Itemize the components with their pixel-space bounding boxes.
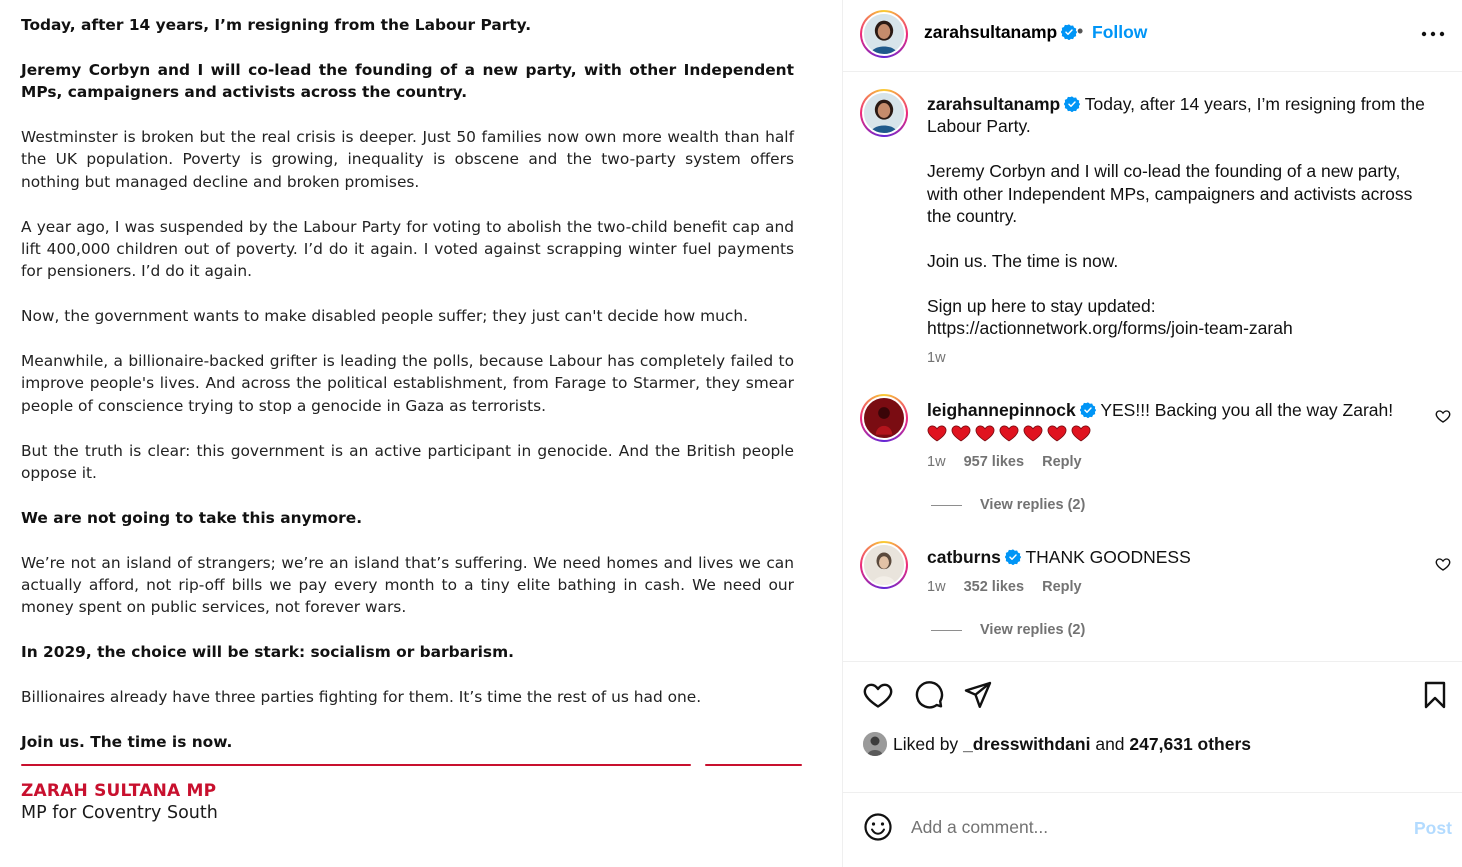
red-heart-icon: [975, 423, 995, 443]
view-replies-button[interactable]: [931, 622, 1085, 638]
verified-badge-icon: [1061, 24, 1077, 40]
comment-like-icon[interactable]: [1435, 408, 1451, 424]
comment-input[interactable]: [911, 812, 1381, 842]
comment-text: YES!!! Backing you all the way Zarah!: [1100, 400, 1394, 420]
statement-paragraph: A year ago, I was suspended by the Labour Party for voting to abolish the two-child benefit cap and lift 400,000 children out of poverty. I’d do it again. I voted against scrapping winter fuel payments for pensioners. I’d do it again.: [21, 217, 794, 281]
comment-icon[interactable]: [914, 680, 944, 710]
view-replies-button[interactable]: [931, 497, 1085, 513]
heart-icon[interactable]: [863, 680, 893, 710]
red-heart-icon: [1047, 423, 1067, 443]
liked-by-user[interactable]: _dresswithdani: [963, 734, 1091, 754]
emoji-icon[interactable]: [863, 812, 893, 842]
liked-by-others[interactable]: 247,631 others: [1129, 734, 1252, 754]
comment-like-icon[interactable]: [1435, 556, 1451, 572]
comment-body: [927, 398, 1417, 446]
reply-button[interactable]: Reply: [1042, 579, 1082, 595]
profile-photo-icon: [864, 398, 904, 438]
reply-button[interactable]: Reply: [1042, 454, 1082, 470]
liked-by-avatar[interactable]: [863, 732, 887, 756]
comment-likes[interactable]: 957 likes: [963, 454, 1025, 470]
statement-heading: We are not going to take this anymore.: [21, 508, 363, 527]
statement-heading: Today, after 14 years, I’m resigning from the Labour Party.: [21, 16, 532, 34]
liked-by-prefix: Liked by: [893, 734, 959, 754]
view-replies-label[interactable]: View replies (2): [980, 622, 1086, 638]
comment-body: [927, 545, 1417, 569]
avatar[interactable]: [860, 10, 908, 58]
statement-paragraph: Now, the government wants to make disabled people suffer; they just can't decide how much.: [21, 307, 749, 326]
comment-username[interactable]: catburns: [927, 547, 1001, 567]
red-heart-icon: [1023, 423, 1043, 443]
caption-paragraph: Sign up here to stay updated:: [927, 295, 1156, 316]
red-heart-icon: [927, 423, 947, 443]
caption-timestamp[interactable]: 1w: [927, 350, 946, 366]
post-button[interactable]: Post: [1414, 818, 1452, 838]
caption-avatar[interactable]: [860, 89, 908, 137]
post-caption: [927, 93, 1432, 339]
liked-by-summary: [863, 732, 1251, 756]
statement-paragraph: But the truth is clear: this government is an active participant in genocide. And the British people oppose it.: [21, 441, 794, 483]
comment-username[interactable]: leighannepinnock: [927, 400, 1076, 420]
profile-photo-icon: [864, 545, 904, 585]
post-header: [843, 0, 1462, 72]
signature-role: MP for Coventry South: [21, 803, 218, 823]
verified-badge-icon: [1080, 402, 1096, 418]
statement-paragraph: Billionaires already have three parties fighting for them. It’s time the rest of us had one.: [21, 688, 702, 707]
header-separator-dot: •: [1077, 21, 1084, 41]
verified-badge-icon: [1064, 96, 1080, 112]
red-heart-icon: [1071, 423, 1091, 443]
statement-heading: Jeremy Corbyn and I will co-lead the founding of a new party, with other Independent MPs, campaigners and activists across the country.: [21, 60, 794, 102]
caption-link[interactable]: https://actionnetwork.org/forms/join-team-zarah: [927, 318, 1293, 339]
comment-avatar[interactable]: [860, 394, 908, 442]
statement-heading: In 2029, the choice will be stark: socialism or barbarism.: [21, 643, 514, 662]
comment-likes[interactable]: 352 likes: [963, 579, 1025, 595]
liked-by-and: and: [1095, 734, 1125, 754]
comment-timestamp[interactable]: 1w: [927, 454, 946, 470]
header-username-text[interactable]: zarahsultanamp: [924, 22, 1058, 42]
divider-line: [931, 630, 962, 631]
caption-first-line: Today, after 14 years, I’m resigning from the Labour Party.: [927, 94, 1425, 137]
comment-avatar[interactable]: [860, 541, 908, 589]
statement-paragraph: Westminster is broken but the real crisis is deeper. Just 50 families now own more wealth than half the UK population. Poverty is growing, inequality is obscene and the two-party system offers nothing but managed decline and broken promises.: [21, 128, 794, 191]
statement-paragraph: We’re not an island of strangers; we’re an island that’s suffering. We need homes and lives we can actually afford, not rip-off bills we pay every month to a tiny elite bathing in cash. We need our money spent on public services, not forever wars.: [21, 553, 794, 617]
red-heart-icon: [951, 423, 971, 443]
statement-text: [21, 14, 794, 776]
signature-divider-short: [705, 764, 802, 766]
divider-line: [931, 505, 962, 506]
post-actions: [843, 661, 1462, 793]
caption-paragraph: Join us. The time is now.: [927, 250, 1119, 271]
profile-photo-icon: [863, 732, 887, 756]
header-username[interactable]: [924, 22, 1077, 43]
heart-emojis: [927, 424, 1095, 444]
signature-divider: [21, 764, 691, 766]
follow-button[interactable]: Follow: [1092, 22, 1148, 42]
verified-badge-icon: [1005, 549, 1021, 565]
comment-timestamp[interactable]: 1w: [927, 579, 946, 595]
profile-photo-icon: [864, 93, 904, 133]
signature-name: ZARAH SULTANA MP: [21, 781, 217, 801]
comment-meta: [927, 579, 1096, 595]
statement-heading: Join us. The time is now.: [21, 732, 233, 751]
view-replies-label[interactable]: View replies (2): [980, 497, 1086, 513]
red-heart-icon: [999, 423, 1019, 443]
post-panel: [842, 0, 1462, 867]
caption-paragraph: Jeremy Corbyn and I will co-lead the founding of a new party, with other Independent MPs, campaigners and activists across the country.: [927, 161, 1413, 227]
caption-username[interactable]: zarahsultanamp: [927, 94, 1061, 114]
bookmark-icon[interactable]: [1421, 680, 1451, 710]
share-icon[interactable]: [963, 680, 993, 710]
statement-paragraph: Meanwhile, a billionaire-backed grifter is leading the polls, because Labour has completely failed to improve people's lives. And across the political establishment, from Farage to Starmer, they smear people of conscience trying to stop a genocide in Gaza as terrorists.: [21, 352, 794, 415]
comment-text: THANK GOODNESS: [1025, 547, 1191, 567]
add-comment-bar: [843, 794, 1462, 860]
comment-meta: [927, 454, 1096, 470]
more-options-icon[interactable]: [1420, 22, 1446, 46]
profile-photo-icon: [864, 14, 904, 54]
